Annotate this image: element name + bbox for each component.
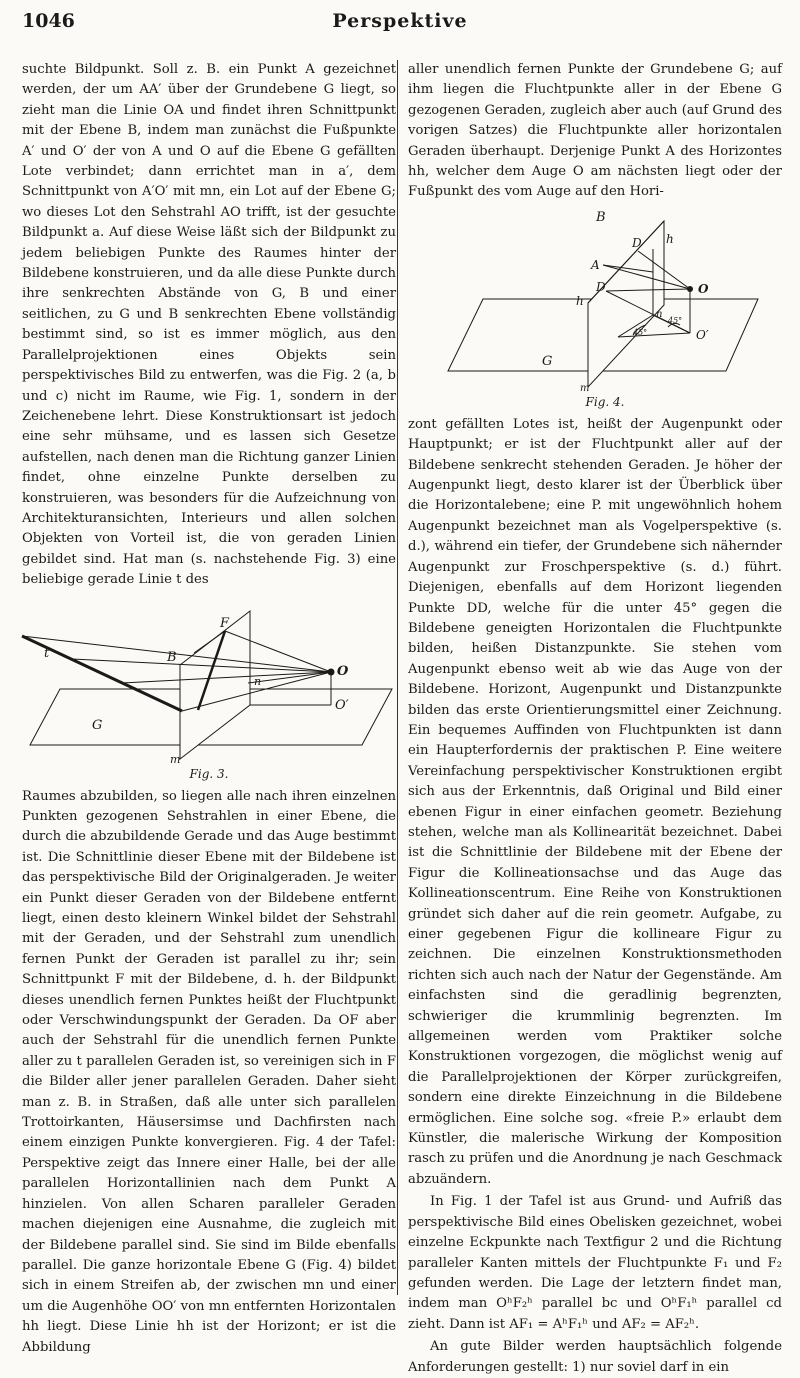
eye-point-o	[687, 286, 693, 292]
page-number: 1046	[22, 10, 75, 32]
label-o-prime: O′	[335, 697, 349, 713]
figure-4-drawing	[428, 207, 768, 393]
label-h-left: h	[576, 293, 584, 308]
column-divider	[397, 60, 398, 1295]
right-column	[408, 60, 782, 1375]
paragraph: In Fig. 1 der Tafel ist aus Grund- und Aufriß das perspektivische Bild eines Obelisken gezeichnet, wobei einzelne Eckpunkte nach Textfigur 2 und die Richtung paralleler Kanten mittels der Fluchtpunkte F₁ und F₂ gefunden werden. Die Lage der letztern findet man, indem man OʰF₂ʰ parallel bc und OʰF₁ʰ parallel cd zieht. Dann ist AF₁ = AʰF₁ʰ und AF₂ = AF₂ʰ.	[408, 1194, 782, 1332]
label-n: n	[656, 308, 663, 320]
picture-plane-b	[180, 611, 250, 759]
label-b: B	[167, 649, 177, 665]
page-header	[22, 10, 778, 44]
figure-3-caption: Fig. 3.	[189, 766, 229, 781]
label-d: D	[632, 235, 642, 250]
label-g: G	[542, 353, 553, 369]
figure-4-caption: Fig. 4.	[585, 394, 625, 409]
label-a: A	[591, 257, 600, 272]
figure-3	[22, 595, 396, 781]
label-o-prime: O′	[696, 327, 709, 342]
label-o: O	[698, 281, 709, 296]
label-g: G	[92, 717, 103, 733]
label-h-top: h	[666, 231, 674, 246]
label-m: m	[580, 382, 590, 394]
paragraph: Raumes abzubilden, so liegen alle nach ihren einzelnen Punkten gezogenen Sehstrahlen in einer Ebene, die durch die abzubildende Gerade und das Auge bestimmt ist. Die Schnittlinie dieser Ebene mit der Bildebene ist das perspektivische Bild der Originalgeraden. Je weiter ein Punkt dieser Geraden von der Bildebene entfernt liegt, einen desto kleinern Winkel bildet der Sehstrahl mit der Geraden, und der Sehstrahl zum unendlich fernen Punkt der Geraden ist parallel zu ihr; sein Schnittpunkt F mit der Bildebene, d. h. der Bildpunkt dieses unendlich fernen Punktes heißt der Fluchtpunkt oder Verschwindungspunkt der Geraden. Da OF aber auch der Sehstrahl für die unendlich fernen Punkte aller zu t parallelen Geraden ist, so vereinigen sich in F die Bilder aller jener parallelen Geraden. Daher sieht man z. B. in Straßen, daß alle unter sich parallelen Trottoirkanten, Häusersimse und Dachfirsten nach einem einzigen Punkte konvergieren. Fig. 4 der Tafel: Perspektive zeigt das Innere einer Halle, bei der alle parallelen Horizontallinien nach dem Punkt A hinzielen. Von allen Scharen paralleler Geraden machen diejenigen eine Ausnahme, die zugleich mit der Bildebene parallel sind. Sie sind im Bilde ebenfalls parallel. Die ganze horizontale Ebene G (Fig. 4) bildet sich in einem Streifen ab, der zwischen mn und einer um die Augenhöhe OO′ von mn entfernten Horizontalen hh liegt. Diese Linie hh ist der Horizont; er ist die Abbildung	[22, 788, 396, 1355]
eye-point-o	[328, 668, 335, 675]
running-title: Perspektive	[332, 10, 468, 32]
label-o: O	[337, 663, 349, 679]
label-b: B	[596, 209, 606, 225]
label-angle-45-1: 45°	[633, 327, 648, 337]
paragraph: zont gefällten Lotes ist, heißt der Augenpunkt oder Hauptpunkt; er ist der Fluchtpunkt aller auf der Bildebene senkrecht stehenden Geraden. Je höher der Augenpunkt liegt, desto klarer ist der Überblick über die Horizontalebene; eine P. mit ungewöhnlich hohem Augenpunkt bezeichnet man als Vogelperspektive (s. d.), während ein tiefer, der Grundebene sich nähernder Augenpunkt zur Froschperspektive (s. d.) führt. Diejenigen, ebenfalls auf dem Horizont liegenden Punkte DD, welche für die unter 45° gegen die Bildebene geneigten Horizontalen die Fluchtpunkte bilden, heißen Distanzpunkte. Sie stehen vom Augenpunkt ebenso weit ab wie das Auge von der Bildebene. Horizont, Augenpunkt und Distanzpunkte bilden das erste Orientierungsmittel einer Zeichnung. Ein bequemes Auffinden von Fluchtpunkten ist dann ein Haupterfordernis der praktischen P. Eine weitere Vereinfachung perspektivischer Konstruktionen ergibt sich aus der Erkenntnis, daß Original und Bild einer ebenen Figur in einer einfachen geometr. Beziehung stehen, welche man als Kollinearität bezeichnet. Dabei ist die Schnittlinie der Bildebene mit der Ebene der Figur die Kollineationsachse und das Auge das Kollineationscentrum. Eine Reihe von Konstruktionen gründet sich daher auf die rein geometr. Aufgabe, zu einer gegebenen Figur die kollineare Figur zu zeichnen. Die einzelnen Konstruktionsmethoden richten sich auch nach der Natur der Gegenstände. Am einfachsten sind die geradlinig begrenzten, schwieriger die krummlinig begrenzten. Im allgemeinen werden vom Praktiker solche Konstruktionen vorgezogen, die möglichst wenig auf die Parallelprojektionen der Körper zurückgreifen, sondern eine direkte Einzeichnung in die Bildebene ermöglichen. Eine solche sog. «freie P.» erlaubt dem Künstler, die malerische Wirkung der Komposition rasch zu prüfen und die Anordnung je nach Geschmack abzuändern.	[408, 416, 782, 1187]
paragraph: suchte Bildpunkt. Soll z. B. ein Punkt A gezeichnet werden, der um AA′ über der Grundebene G liegt, so zieht man die Linie OA und findet ihren Schnittpunkt mit der Ebene B, indem man zunächst die Fußpunkte A′ und O′ der von A und O auf die Ebene G gefällten Lote verbindet; dann errichtet man in a′, dem Schnittpunkt von A′O′ mit mn, ein Lot auf der Ebene G; wo dieses Lot den Sehstrahl AO trifft, ist der gesuchte Bildpunkt a. Auf diese Weise läßt sich der Bildpunkt zu jedem beliebigen Punkte des Raumes hinter der Bildebene konstruieren, und da alle diese Punkte durch ihre senkrechten Abstände von G, B und einer seitlichen, zu G und B senkrechten Ebene vollständig bestimmt sind, so ist es immer möglich, aus den Parallelprojektionen eines Objekts sein perspektivisches Bild zu entwerfen, was die Fig. 2 (a, b und c) nicht im Raume, wie Fig. 1, sondern in der Zeichenebene lehrt. Diese Konstruktionsart ist jedoch eine sehr mühsame, und es lassen sich Gesetze aufstellen, nach denen man die Richtung ganzer Linien findet, ohne einzelne Punkte derselben zu konstruieren, was besonders für die Aufzeichnung von Architekturansichten, Interieurs und allen solchen Objekten von Vorteil ist, die von geraden Linien gebildet sind. Hat man (s. nachstehende Fig. 3) eine beliebige gerade Linie t des	[22, 62, 396, 588]
label-d-lower: D	[596, 279, 606, 294]
label-angle-45-2: 45°	[668, 315, 683, 325]
paragraph: An gute Bilder werden hauptsächlich folgende Anforderungen gestellt: 1) nur soviel darf in ein	[408, 1339, 782, 1375]
label-n: n	[254, 674, 262, 688]
label-f: F	[220, 615, 230, 631]
paragraph: aller unendlich fernen Punkte der Grundebene G; auf ihm liegen die Fluchtpunkte aller in der Ebene G gezogenen Geraden, zugleich aber auch (auf Grund des vorigen Satzes) die Fluchtpunkte aller horizontalen Geraden überhaupt. Derjenige Punkt A des Horizontes hh, welcher dem Auge O am nächsten liegt oder der Fußpunkt des vom Auge auf den Hori-	[408, 62, 782, 200]
figure-3-drawing	[22, 595, 396, 765]
label-m: m	[170, 752, 181, 766]
left-column	[22, 60, 396, 1355]
label-t: t	[44, 645, 50, 661]
figure-4	[428, 207, 782, 409]
